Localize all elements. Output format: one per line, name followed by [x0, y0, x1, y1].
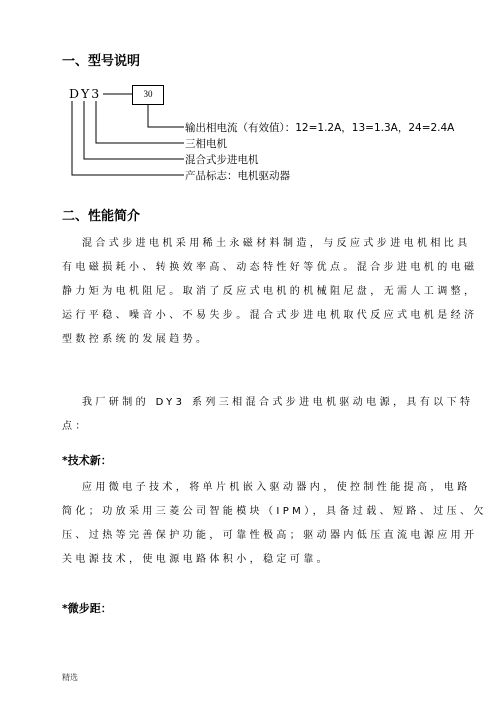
label-three-phase: 三相电机 [185, 138, 227, 150]
para-line: 点： [62, 421, 89, 432]
para-line: 关电源技术，使电源电路体积小，稳定可靠。 [62, 554, 330, 565]
para-line: 我厂研制的 DY3 系列三相混合式步进电机驱动电源，具有以下特 [82, 397, 474, 408]
para-line: 混合式步进电机采用稀土永磁材料制造，与反应式步进电机相比具 [82, 238, 471, 249]
label-hybrid-stepper: 混合式步进电机 [185, 154, 259, 166]
para-line: 简化；功放采用三菱公司智能模块（IPM），具备过载、短路、过压、欠 [62, 506, 487, 517]
subheading-microstep: *微步距： [62, 602, 112, 615]
model-code: DY3 [69, 86, 102, 101]
para-line: 型数控系统的发展趋势。 [62, 334, 210, 345]
para-line: 应用微电子技术，将单片机嵌入驱动器内，使控制性能提高，电路 [82, 482, 471, 493]
leader-three-phase [96, 101, 184, 143]
paragraph-features-intro [62, 391, 473, 439]
section-title-performance: 二、性能简介 [62, 209, 141, 224]
leader-hybrid [84, 101, 184, 159]
para-line: 静力矩为电机阻尼。取消了反应式电机的机械阻尼盘，无需人工调整， [62, 286, 478, 297]
label-product-mark: 产品标志：电机驱动器 [185, 170, 290, 182]
leader-product [72, 101, 184, 175]
page-footer: 精选 [62, 673, 78, 682]
para-line: 压、过热等完善保护功能，可靠性极高；驱动器内低压直流电源应用开 [62, 530, 478, 541]
para-line: 有电磁损耗小、转换效率高、动态特性好等优点。混合步进电机的电磁 [62, 262, 478, 273]
current-code-box: 30 [132, 85, 164, 105]
leader-current [148, 105, 184, 127]
para-line: 运行平稳、噪音小、不易失步。混合式步进电机取代反应式电机是经济 [62, 310, 478, 321]
paragraph-technology [62, 476, 487, 572]
subheading-new-technology: *技术新： [62, 454, 112, 467]
label-output-current: 输出相电流（有效值）：12=1.2A，13=1.3A，24=2.4A [185, 122, 455, 134]
paragraph-intro [62, 232, 477, 352]
section-title-model: 一、型号说明 [62, 54, 141, 69]
